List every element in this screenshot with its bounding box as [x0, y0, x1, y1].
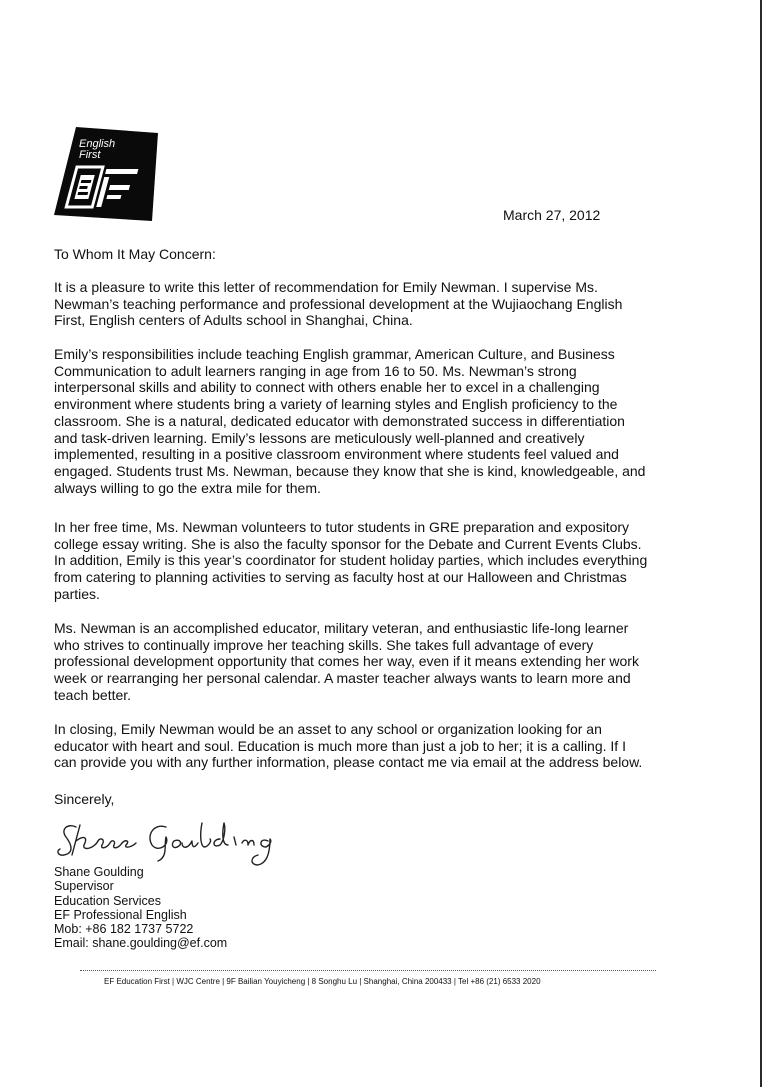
footer-divider: [80, 970, 656, 971]
svg-text:First: First: [79, 149, 101, 161]
paragraph-line: engaged. Students trust Ms. Newman, because they know that she is kind, knowledgeable, and: [54, 462, 646, 479]
paragraph-line: professional development opportunity that comes her way, even if it means extending her work: [54, 653, 639, 670]
paragraph-line: It is a pleasure to write this letter of recommendation for Emily Newman. I supervise Ms.: [54, 279, 598, 295]
signature-block: [54, 865, 227, 951]
paragraph-line: from catering to planning activities to serving as faculty host at our Halloween and Christmas: [54, 569, 627, 586]
paragraph-line: Emily’s responsibilities include teaching English grammar, American Culture, and Business: [54, 346, 615, 362]
paragraph-line: educator with heart and soul. Education is much more than just a job to her; it is a calling. If I: [54, 737, 626, 754]
signer-mobile: Mob: +86 182 1737 5722: [54, 922, 194, 937]
paragraph-line: In closing, Emily Newman would be an asset to any school or organization looking for an: [54, 721, 602, 737]
ef-logo: [54, 127, 158, 221]
paragraph-line: environment where students bring a variety of learning styles and English proficiency to the: [54, 396, 618, 413]
paragraph-line: classroom. She is a natural, dedicated educator with demonstrated success in differentiation: [54, 412, 625, 429]
paragraph-line: who strives to continually improve her teaching skills. She takes full advantage of every: [54, 636, 594, 653]
paragraph-line: week or rearranging her personal calendar. A master teacher always wants to learn more and: [54, 670, 631, 687]
paragraph-intro: [54, 279, 694, 329]
paragraph-line: always willing to go the extra mile for them.: [54, 479, 321, 496]
paragraph-line: teach better.: [54, 686, 132, 703]
signer-email: Email: shane.goulding@ef.com: [54, 936, 228, 951]
footer-address: EF Education First | WJC Centre | 9F Bailian Youyicheng | 8 Songhu Lu | Shanghai, China 200433 | Tel +86 (21) 6533 2020: [104, 977, 541, 986]
paragraph-responsibilities: [54, 346, 694, 496]
letter-date: March 27, 2012: [503, 207, 601, 223]
closing-salutation: Sincerely,: [54, 791, 115, 807]
salutation: To Whom It May Concern:: [54, 246, 216, 262]
signer-organization: EF Professional English: [54, 907, 187, 922]
paragraph-line: First, English centers of Adults school in Shanghai, China.: [54, 312, 413, 329]
paragraph-line: Ms. Newman is an accomplished educator, military veteran, and enthusiastic life-long learner: [54, 620, 629, 636]
signer-name: Shane Goulding: [54, 865, 144, 879]
paragraph-free-time: [54, 519, 694, 603]
paragraph-accomplishments: [54, 620, 694, 704]
paragraph-line: Communication to adult learners ranging in age from 16 to 50. Ms. Newman’s strong: [54, 362, 577, 379]
paragraph-closing: [54, 721, 694, 771]
paragraph-line: parties.: [54, 585, 100, 602]
svg-text:English: English: [79, 138, 116, 150]
paragraph-line: Newman’s teaching performance and professional development at the Wujiaochang English: [54, 295, 623, 312]
scan-edge-line: [760, 0, 762, 1087]
paragraph-line: and task-driven learning. Emily’s lessons are meticulously well-planned and creatively: [54, 429, 585, 446]
paragraph-line: In addition, Emily is this year’s coordinator for student holiday parties, which includes everything: [54, 552, 648, 569]
signer-department: Education Services: [54, 893, 162, 908]
paragraph-line: In her free time, Ms. Newman volunteers to tutor students in GRE preparation and expository: [54, 519, 630, 535]
paragraph-line: college essay writing. She is also the faculty sponsor for the Debate and Current Events Clubs.: [54, 535, 642, 552]
paragraph-line: implemented, resulting in a positive classroom environment where students feel valued and: [54, 446, 619, 463]
paragraph-line: can provide you with any further information, please contact me via email at the address below.: [54, 754, 643, 771]
signer-title: Supervisor: [54, 879, 114, 894]
paragraph-line: interpersonal skills and ability to connect with others enable her to excel in a challenging: [54, 379, 600, 396]
